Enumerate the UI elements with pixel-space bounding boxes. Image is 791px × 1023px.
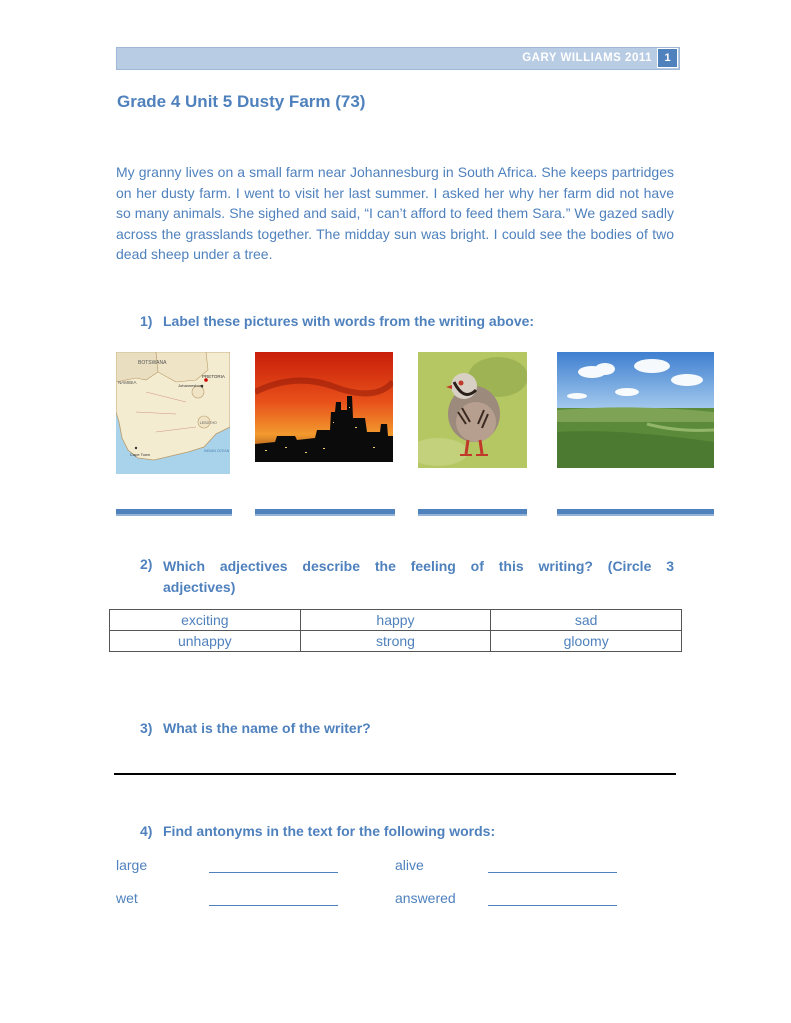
adjective-cell[interactable]: exciting — [110, 610, 301, 631]
question-1-text: Label these pictures with words from the writing above: — [163, 313, 535, 329]
partridge-picture — [418, 352, 527, 468]
map-label-johannesburg: Johannesburg — [178, 383, 204, 388]
header-author: GARY WILLIAMS 2011 — [522, 52, 652, 64]
page-number: 1 — [657, 48, 678, 68]
question-2-number: 2) — [140, 556, 153, 572]
table-row — [110, 610, 682, 631]
picture-1-answer-line[interactable] — [116, 509, 232, 516]
map-picture — [116, 352, 230, 474]
adjective-cell[interactable]: unhappy — [110, 631, 301, 652]
map-label-cape-town: Cape Town — [130, 452, 150, 457]
adjective-cell[interactable]: strong — [300, 631, 491, 652]
map-label-botswana: BOTSWANA — [138, 360, 167, 366]
picture-4-answer-line[interactable] — [557, 509, 714, 516]
grassland-picture — [557, 352, 714, 468]
picture-2-answer-line[interactable] — [255, 509, 395, 516]
antonym-blank[interactable] — [209, 905, 338, 906]
antonym-word: wet — [116, 890, 138, 906]
antonym-blank[interactable] — [209, 872, 338, 873]
map-label-indian-ocean: INDIAN OCEAN — [204, 449, 230, 453]
page-title: Grade 4 Unit 5 Dusty Farm (73) — [117, 92, 366, 111]
antonym-word: alive — [395, 857, 424, 873]
city-sunset-picture — [255, 352, 393, 462]
question-4-text: Find antonyms in the text for the following words: — [163, 823, 496, 839]
question-3-number: 3) — [140, 720, 153, 736]
antonym-word: large — [116, 857, 148, 873]
adjective-cell[interactable]: sad — [491, 610, 682, 631]
antonym-blank[interactable] — [488, 872, 617, 873]
antonym-word: answered — [395, 890, 456, 906]
question-3-text: What is the name of the writer? — [163, 720, 371, 736]
picture-3-answer-line[interactable] — [418, 509, 527, 516]
writer-name-answer-line[interactable] — [114, 773, 676, 775]
table-row — [110, 631, 682, 652]
adjective-cell[interactable]: gloomy — [491, 631, 682, 652]
adjective-cell[interactable]: happy — [300, 610, 491, 631]
reading-passage: My granny lives on a small farm near Johannesburg in South Africa. She keeps partridges on her dusty farm. I went to visit her last summer. I asked her why her farm did not have so many animals. She sighed and said, “I can’t afford to feed them Sara.” We gazed sadly across the grasslands together. The midday sun was bright. I could see the bodies of two dead sheep under a tree. — [116, 164, 674, 263]
antonym-blank[interactable] — [488, 905, 617, 906]
map-label-pretoria: PRETORIA — [202, 374, 225, 379]
question-1-number: 1) — [140, 313, 153, 329]
map-label-namibia: NAMIBIA — [118, 380, 137, 385]
map-label-lesotho: LESOTHO — [200, 421, 217, 425]
question-4-number: 4) — [140, 823, 153, 839]
adjectives-table — [109, 609, 682, 652]
question-2-text: Which adjectives describe the feeling of this writing? (Circle 3 adjectives) — [163, 558, 674, 595]
